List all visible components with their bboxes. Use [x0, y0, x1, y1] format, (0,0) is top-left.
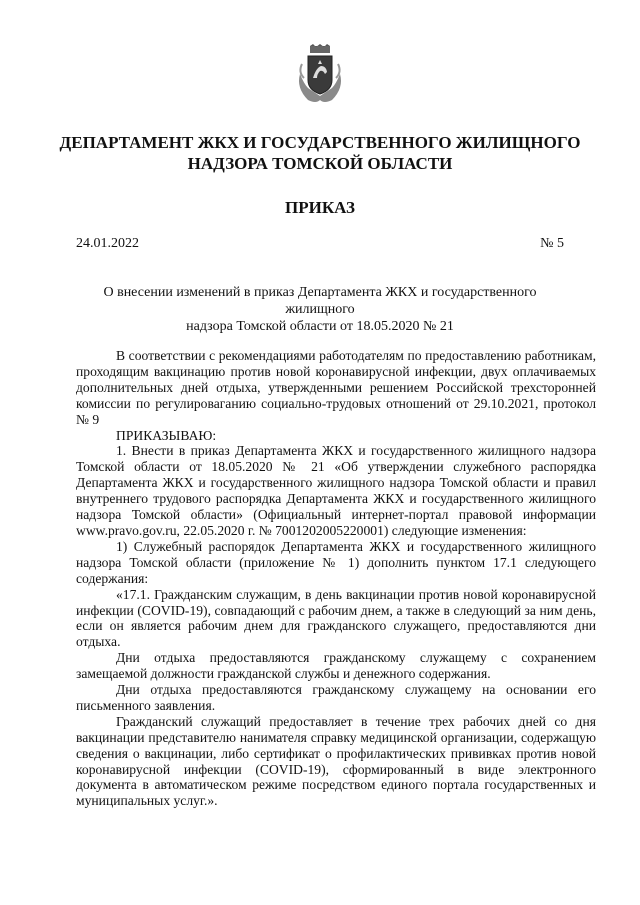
org-name-line-1: ДЕПАРТАМЕНТ ЖКХ И ГОСУДАРСТВЕННОГО ЖИЛИЩНОГО — [59, 133, 581, 152]
body-paragraph: Дни отдыха предоставляются гражданскому служащему на основании его письменного заявления. — [76, 682, 596, 713]
body-paragraph: 1) Служебный распорядок Департамента ЖКХ и государственного жилищного надзора Томской области (приложение № 1) дополнить пунктом 17.1 следующего содержания: — [76, 538, 596, 586]
body-paragraph: ПРИКАЗЫВАЮ: — [116, 427, 217, 443]
document-body — [76, 348, 596, 809]
subject-line-2: надзора Томской области от 18.05.2020 № 21 — [186, 319, 454, 334]
document-type: ПРИКАЗ — [285, 198, 355, 217]
organization-name — [0, 132, 640, 174]
body-paragraph: Дни отдыха предоставляются гражданскому служащему с сохранением замещаемой должности гражданской службы и денежного содержания. — [76, 650, 596, 682]
document-number: № 5 — [540, 236, 564, 251]
subject-line-1: О внесении изменений в приказ Департамента ЖКХ и государственного жилищного — [103, 285, 537, 317]
body-paragraph: 1. Внести в приказ Департамента ЖКХ и государственного жилищного надзора Томской области от 18.05.2020 № 21 «Об утверждении служебного распорядка Департамента ЖКХ и государственного жилищного надзора Томской области и правил внутреннего трудового распорядка Департамента ЖКХ и государственного жилищного надзора Томской области» (Официальный интернет-портал правовой информации www.pravo.gov.ru, 22.05.2020 г. № 7001202005220001) следующие изменения: — [76, 443, 596, 538]
org-name-line-2: НАДЗОРА ТОМСКОЙ ОБЛАСТИ — [187, 154, 453, 173]
body-paragraph: «17.1. Гражданским служащим, в день вакцинации против новой коронавирусной инфекции (COVID-19), совпадающий с рабочим днем, а также в следующий за ним день, если он является рабочим днем для гражданского служащего, предоставляются дни отдыха. — [76, 586, 596, 650]
body-paragraph: В соответствии с рекомендациями работодателям по предоставлению работникам, проходящим вакцинацию против новой коронавирусной инфекции, двух оплачиваемых дополнительных дней отдыха, утвержденными решением Российской трехсторонней комиссии по регулироваганию социально-трудовых отношений от 29.10.2021, протокол № 9 — [76, 348, 596, 427]
document-subject — [70, 284, 570, 335]
document-date: 24.01.2022 — [76, 236, 139, 251]
coat-of-arms-icon — [296, 44, 344, 106]
body-paragraph: Гражданский служащий предоставляет в течение трех рабочих дней со дня вакцинации представителю нанимателя справку медицинской организации, содержащую сведения о вакцинации, либо сертификат о профилактических прививках против новой коронавирусной инфекции (COVID-19), сформированный в виде электронного документа в автоматическом режиме посредством единого портала государственных и муниципальных услуг.». — [76, 713, 596, 809]
